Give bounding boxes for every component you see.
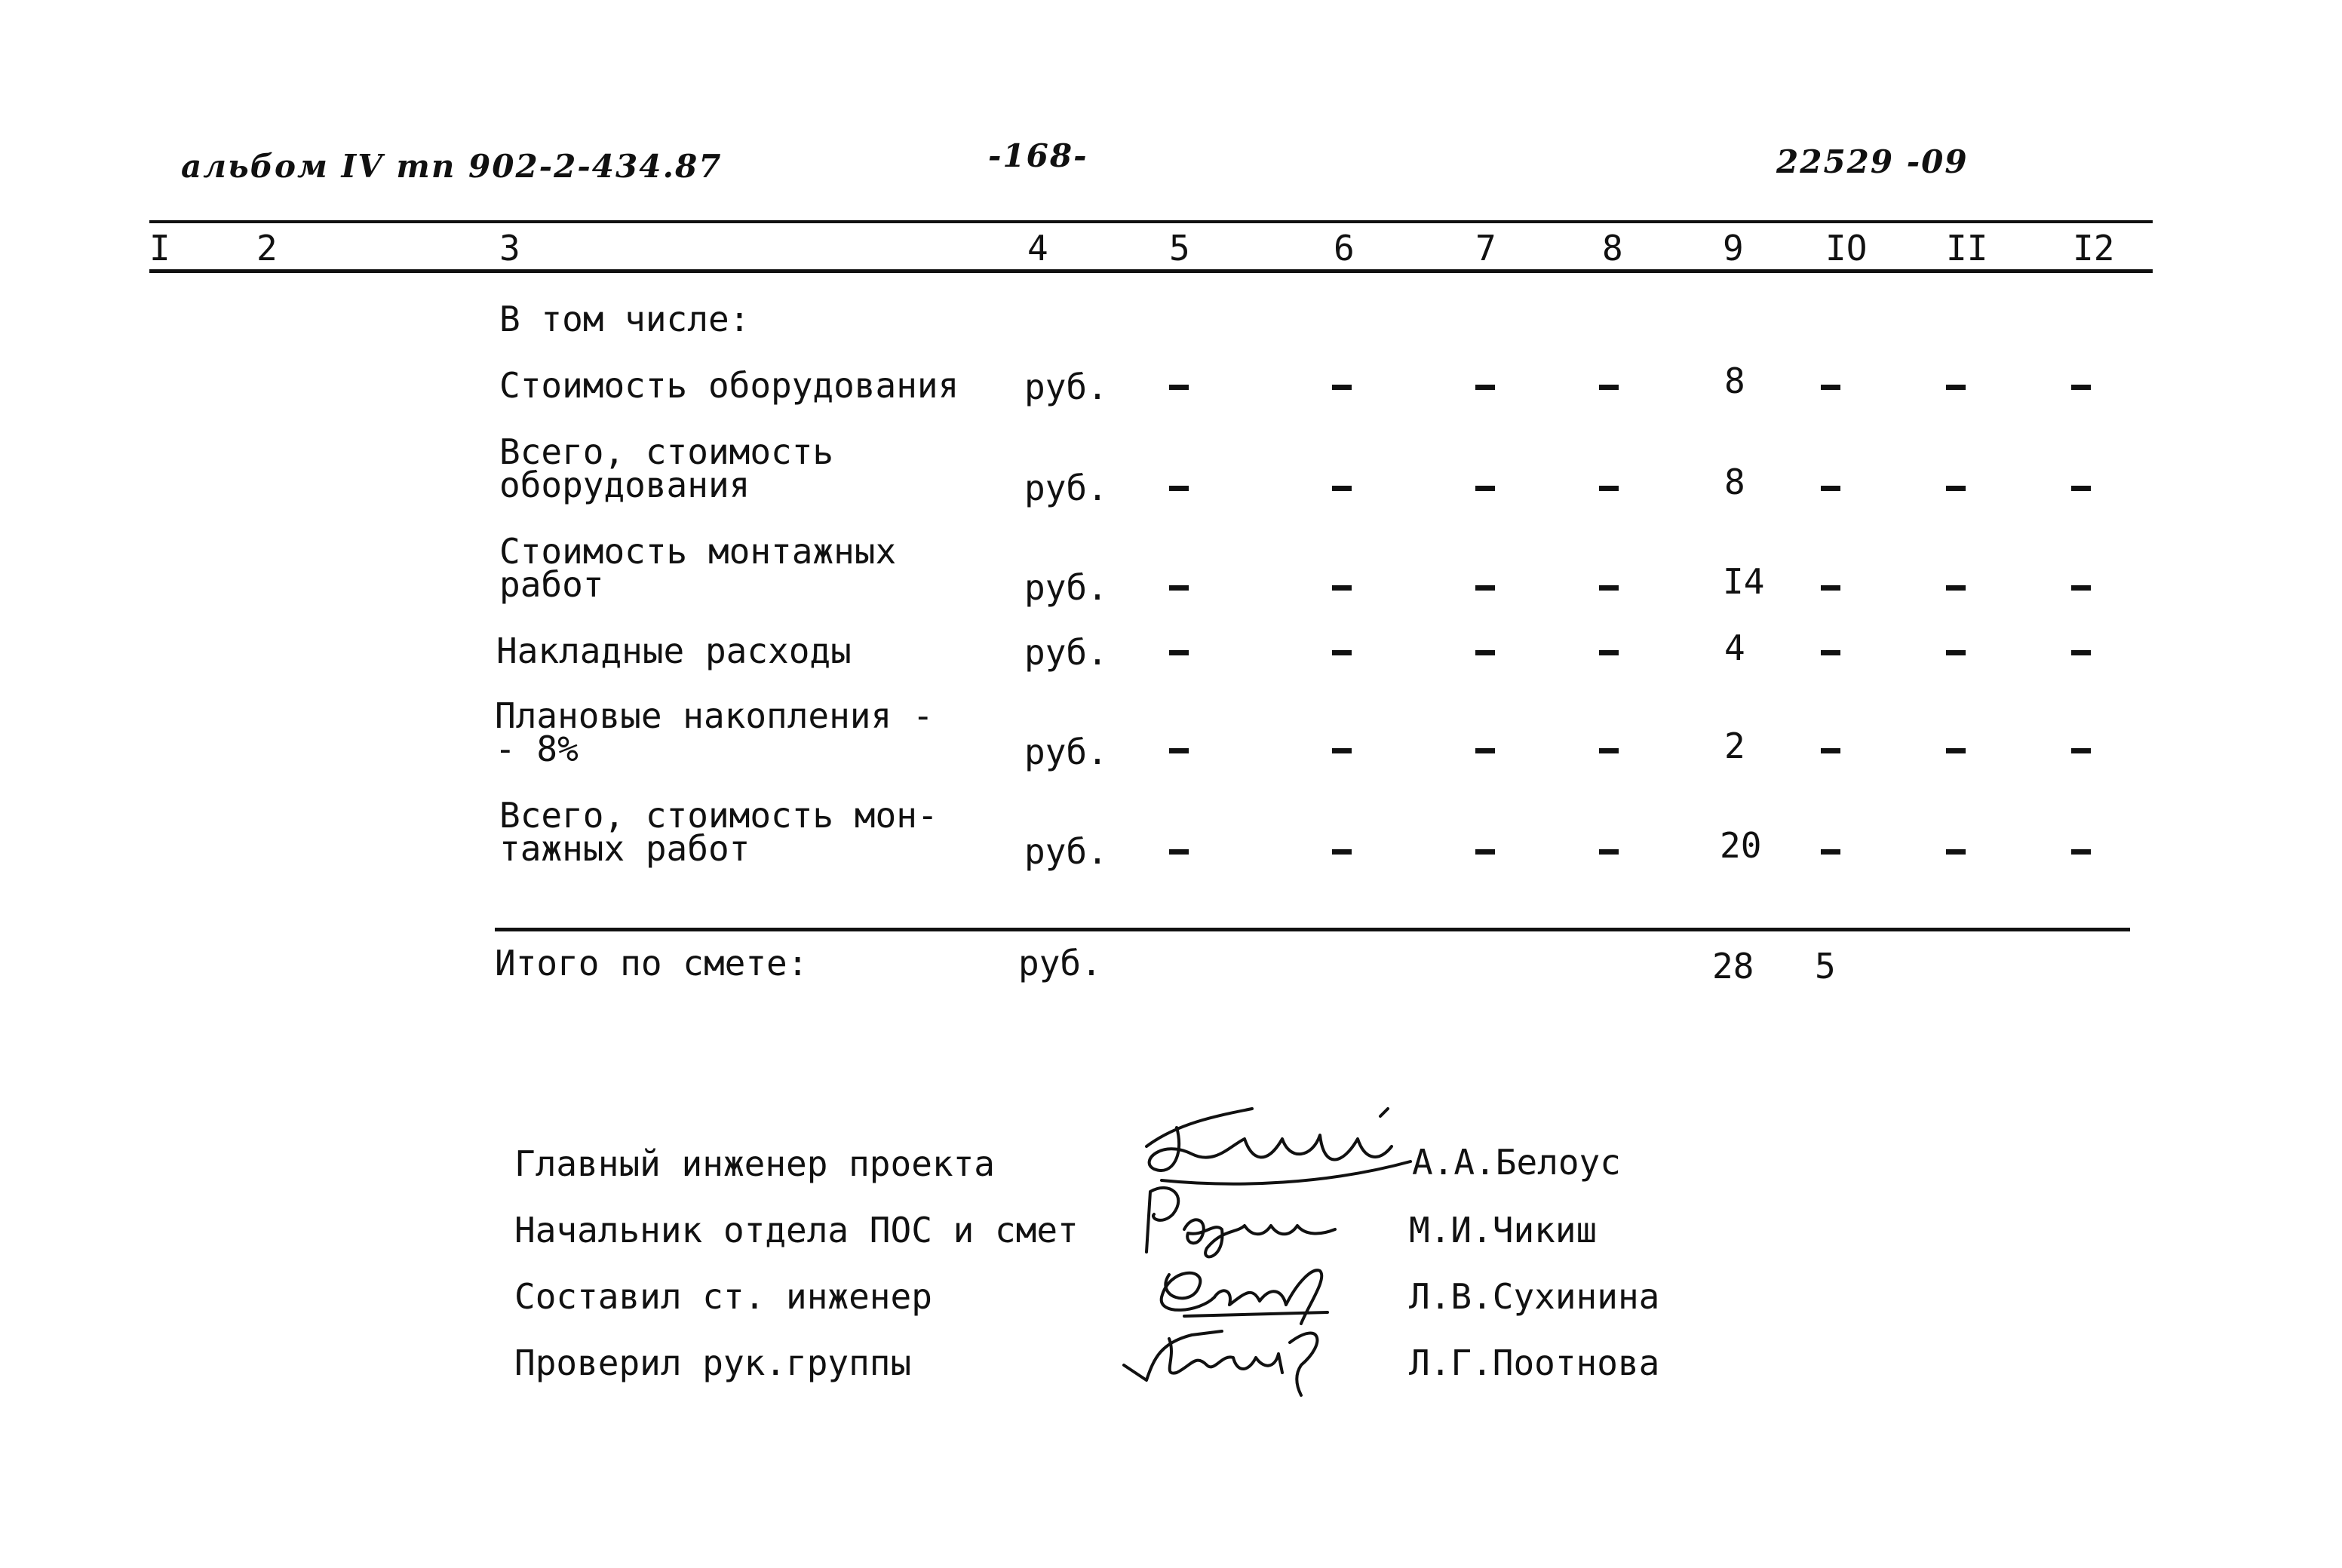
column-number-7: 7	[1475, 228, 1496, 268]
row-6-col5-dash	[1169, 849, 1189, 855]
column-number-2: 2	[256, 228, 278, 268]
column-number-3: 3	[499, 228, 520, 268]
row-3-col5-dash	[1169, 585, 1189, 591]
row-5-label-cont: - 8%	[495, 729, 579, 769]
row-5-label: Плановые накопления -	[495, 695, 934, 736]
column-number-8: 8	[1602, 228, 1623, 268]
row-4-col5-dash	[1169, 650, 1189, 655]
column-number-12: I2	[2073, 228, 2115, 268]
total-col10-value: 5	[1815, 946, 1836, 987]
row-2-col6-dash	[1332, 486, 1352, 491]
column-number-9: 9	[1723, 228, 1744, 268]
row-1-col7-dash	[1475, 385, 1495, 390]
total-label: Итого по смете:	[495, 943, 809, 983]
row-1-col6-dash	[1332, 385, 1352, 390]
row-2-col8-dash	[1599, 486, 1619, 491]
row-5-col7-dash	[1475, 748, 1495, 753]
row-1-col12-dash	[2071, 385, 2091, 390]
row-3-col11-dash	[1946, 585, 1966, 591]
row-2-col12-dash	[2071, 486, 2091, 491]
column-number-11: II	[1946, 228, 1988, 268]
row-4-unit: руб.	[1024, 632, 1108, 673]
total-rule	[495, 928, 2130, 931]
signature-role-1: Главный инженер проекта	[514, 1143, 995, 1184]
row-3-col12-dash	[2071, 585, 2091, 591]
row-2-unit: руб.	[1024, 468, 1108, 508]
row-5-col10-dash	[1821, 748, 1840, 753]
row-1-col11-dash	[1946, 385, 1966, 390]
signature-role-2: Начальник отдела ПОС и смет	[514, 1210, 1079, 1250]
table-header-rule	[149, 269, 2153, 273]
row-2-label: Всего, стоимость	[499, 431, 834, 472]
row-3-label: Стоимость монтажных	[499, 531, 897, 572]
handwritten-signature-4	[1109, 1312, 1350, 1395]
row-3-col8-dash	[1599, 585, 1619, 591]
row-1-unit: руб.	[1024, 367, 1108, 407]
row-5-col11-dash	[1946, 748, 1966, 753]
signature-role-3: Составил ст. инженер	[514, 1276, 932, 1317]
row-6-col8-dash	[1599, 849, 1619, 855]
row-2-col7-dash	[1475, 486, 1495, 491]
document-code: 22529 -09	[1776, 143, 1969, 180]
row-2-label-cont: оборудования	[499, 465, 750, 505]
row-6-col11-dash	[1946, 849, 1966, 855]
total-col9-value: 28	[1712, 946, 1754, 987]
signature-name-4: Л.Г.Поотнова	[1409, 1342, 1660, 1383]
signature-name-2: М.И.Чикиш	[1409, 1210, 1598, 1250]
column-number-10: IO	[1825, 228, 1868, 268]
row-6-col12-dash	[2071, 849, 2091, 855]
row-4-value: 4	[1724, 628, 1745, 668]
table-top-rule	[149, 220, 2153, 223]
row-6-value: 20	[1720, 825, 1762, 866]
row-3-col7-dash	[1475, 585, 1495, 591]
row-6-label: Всего, стоимость мон-	[499, 795, 938, 836]
row-3-col10-dash	[1821, 585, 1840, 591]
row-5-col12-dash	[2071, 748, 2091, 753]
row-6-label-cont: тажных работ	[499, 828, 750, 869]
row-5-col8-dash	[1599, 748, 1619, 753]
row-4-col6-dash	[1332, 650, 1352, 655]
column-number-4: 4	[1027, 228, 1048, 268]
row-6-col7-dash	[1475, 849, 1495, 855]
row-2-col5-dash	[1169, 486, 1189, 491]
row-5-col6-dash	[1332, 748, 1352, 753]
column-number-6: 6	[1334, 228, 1355, 268]
row-1-value: 8	[1724, 361, 1745, 401]
row-5-col5-dash	[1169, 748, 1189, 753]
row-4-label: Накладные расходы	[496, 631, 852, 671]
total-unit: руб.	[1018, 943, 1102, 983]
signature-name-3: Л.В.Сухинина	[1409, 1276, 1660, 1317]
row-3-col6-dash	[1332, 585, 1352, 591]
row-5-unit: руб.	[1024, 732, 1108, 772]
row-1-col5-dash	[1169, 385, 1189, 390]
row-3-value: I4	[1723, 561, 1765, 602]
signature-role-4: Проверил рук.группы	[514, 1342, 912, 1383]
row-1-col8-dash	[1599, 385, 1619, 390]
row-1-label: Стоимость оборудования	[499, 365, 959, 406]
row-4-col8-dash	[1599, 650, 1619, 655]
row-2-col10-dash	[1821, 486, 1840, 491]
column-number-5: 5	[1169, 228, 1190, 268]
row-6-unit: руб.	[1024, 831, 1108, 872]
page-number: -168-	[988, 137, 1088, 174]
row-2-value: 8	[1724, 462, 1745, 502]
row-5-value: 2	[1724, 726, 1745, 766]
row-4-col10-dash	[1821, 650, 1840, 655]
column-number-1: I	[149, 228, 170, 268]
row-3-label-cont: работ	[499, 564, 604, 605]
row-4-col12-dash	[2071, 650, 2091, 655]
row-2-col11-dash	[1946, 486, 1966, 491]
intro-label: В том числе:	[499, 299, 750, 339]
row-3-unit: руб.	[1024, 567, 1108, 608]
row-1-col10-dash	[1821, 385, 1840, 390]
row-6-col10-dash	[1821, 849, 1840, 855]
row-4-col11-dash	[1946, 650, 1966, 655]
album-label: альбом IV тп 902-2-434.87	[181, 148, 723, 185]
row-4-col7-dash	[1475, 650, 1495, 655]
row-6-col6-dash	[1332, 849, 1352, 855]
signature-name-1: А.А.Белоус	[1412, 1142, 1621, 1183]
